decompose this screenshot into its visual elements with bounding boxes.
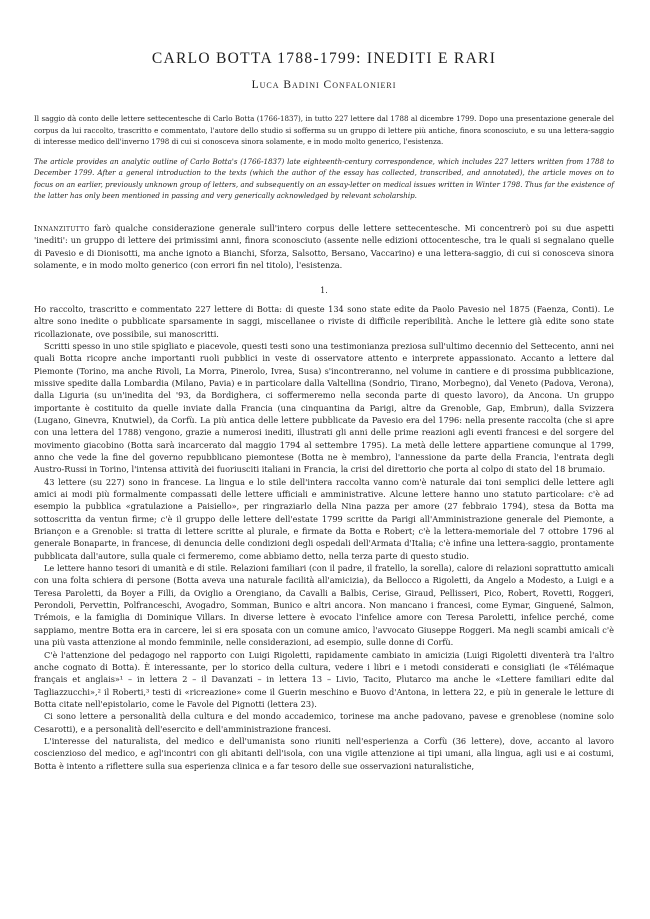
article-title: CARLO BOTTA 1788-1799: INEDITI E RARI bbox=[151, 50, 497, 67]
section-number: 1. bbox=[320, 285, 328, 295]
intro-paragraph bbox=[34, 222, 614, 272]
article-body bbox=[34, 303, 614, 772]
body-paragraph: Le lettere hanno tesori di umanità e di stile. Relazioni familiari (con il padre, il fratello, la sorella), calore di relazioni soprattutto amicali con una folta schiera di persone (Botta aveva una naturale facilità all'amicizia), da Bellocco a Rigoletti, da Angelo a Modesto, a Luigi e a Teresa Paroletti, da Boyer a Filli, da Oviglio a Orengiano, da Cavalli a Balbis, Cerise, Giraud, Pellisseri, Pico, Robert, Rovetti, Roggeri, Perondoli, Pervettin, Polfranceschi, Avogadro, Somman, Bunico e altri ancora. Non mancano i francesi, come Eymar, Ginguené, Salmon, Trémois, e la famiglia di Dominique Villars. In diverse lettere è evocato l'infelice amore con Teresa Paroletti, infelice perché, come sappiamo, mentre Botta era in carcere, lei si era sposata con un comune amico, l'avvocato Giuseppe Roggeri. Ma negli scambi amicali c'è una più vasta attenzione al mondo femminile, nelle considerazioni, ad esempio, sulle donne di Corfù. bbox=[34, 563, 614, 648]
intro-text: farò qualche considerazione generale sull'intero corpus delle lettere settecentesche. Mi concentrerò poi su due aspetti 'inediti': un gruppo di lettere dei primissimi anni, finora sconosciuto (assente nelle edizioni ottocentesche, tra le quali si segnalano quelle di Pavesio e di Dionisotti, ma anche ignoto a Bianchi, Sforza, Salsotto, Bersano, Vaccarino) e una lettera-saggio, di cui si conosceva sinora solamente, e in modo molto generico (con errori fin nel titolo), l'esistenza. bbox=[34, 222, 614, 271]
abstract-italian: Il saggio dà conto delle lettere settecentesche di Carlo Botta (1766-1837), in tutto 227 lettere dal 1788 al dicembre 1799. Dopo una presentazione generale del corpus da lui raccolto, trascritto e commentato, l'autore dello studio si sofferma su un gruppo di lettere più antiche, finora sconosciuto, e su una lettera-saggio di interesse medico dell'inverno 1798 di cui si conosceva sinora solamente, e in modo molto generico, l'esistenza. bbox=[34, 114, 614, 146]
body-paragraph: Scritti spesso in uno stile spigliato e piacevole, questi testi sono una testimonianza preziosa sull'ultimo decennio del Settecento, anni nei quali Botta ricopre anche importanti ruoli pubblici in veste di osservatore attento e interprete appassionato. Accanto a lettere dal Piemonte (Torino, ma anche Rivoli, La Morra, Pinerolo, Ivrea, Susa) s'incontreranno, nel volume in cantiere e di prossima pubblicazione, missive spedite dalla Lombardia (Milano, Pavia) e in particolare dalla Valtellina (Sondrio, Tirano, Morbegno), dal Veneto (Padova, Verona), dalla Liguria (su un'inedita del '93, da Bordighera, ci soffermeremo nella seconda parte di questo lavoro), da Ancona. Un gruppo importante è costituito da quelle inviate dalla Francia (una cinquantina da Parigi, altre da Grenoble, Gap, Embrun), dalla Svizzera (Lugano, Ginevra, Knutwiel), da Corfù. La più antica delle lettere pubblicate da Pavesio era del 1796: nella presente raccolta (che si apre con una lettera del 1788) vengono, grazie a numerosi inediti, illustrati gli anni delle prime reazioni agli eventi francesi e del sorgere del movimento giacobino (Botta sarà incarcerato dal maggio 1794 al settembre 1795). La metà delle lettere appartiene comunque al 1799, anno che vede la fine del governo repubblicano piemontese (Botta ne è membro), l'annessione da parte della Francia, l'entrata degli Austro-Russi in Torino, l'intensa attività dei fuoriusciti italiani in Francia, la crisi del direttorio che porta al colpo di stato del 18 brumaio. bbox=[34, 340, 614, 475]
body-paragraph: C'è l'attenzione del pedagogo nel rapporto con Luigi Rigoletti, rapidamente cambiato in amicizia (Luigi Rigoletti diventerà tra l'altro anche cognato di Botta). È interessante, per lo storico della cultura, vedere i libri e i metodi considerati e consigliati (le «Télémaque français et anglais»¹ – in lettera 2 – il Davanzati – in lettera 13 – Livio, Tacito, Plutarco ma anche le «Lettere familiari edite dal Tagliazzucchi»,² il Roberti,³ testi di «ricreazione» come il Guerin meschino e Buovo d'Antona, in lettera 22, e più in generale le letture di Botta citate nell'epistolario, come le Favole del Pignotti (lettera 23). bbox=[34, 649, 614, 709]
body-paragraph: L'interesse del naturalista, del medico e dell'umanista sono riuniti nell'esperienza a Corfù (36 lettere), dove, accanto al lavoro coscienzioso del medico, e agl'incontri con gli abitanti dell'isola, con una vigile attenzione ai tipi umani, alla lingua, agli usi e ai costumi, Botta è intento a riflettere sulla sua esperienza clinica e a far tesoro delle sue osservazioni naturalistiche, bbox=[34, 735, 614, 771]
body-paragraph: Ho raccolto, trascritto e commentato 227 lettere di Botta: di queste 134 sono state edite da Paolo Pavesio nel 1875 (Faenza, Conti). Le altre sono inedite o pubblicate sparsamente in saggi, miscellanee o riviste di difficile reperibilità. Anche le lettere già edite sono state ricollazionate, ove possibile, sui manoscritti. bbox=[34, 303, 614, 339]
intro-lead-word: Innanzitutto bbox=[34, 222, 90, 233]
body-paragraph: 43 lettere (su 227) sono in francese. La lingua e lo stile dell'intera raccolta vanno com'è naturale dai toni semplici delle lettere agli amici ai modi più formalmente compassati delle lettere ufficiali e amministrative. Alcune lettere hanno uno statuto particolare: c'è ad esempio la pubblica «gratulazione a Paisiello», per ringraziarlo della Nina pazza per amore (27 febbraio 1794), stesa da Botta ma sottoscritta da ventun firme; c'è il gruppo delle lettere dell'estate 1799 scritte da Parigi all'Amministrazione generale del Piemonte, a Briançon e a Grenoble: si tratta di lettere scritte al plurale, e firmate da Botta e Robert; c'è la lettera-memoriale del 7 ottobre 1796 al generale Bonaparte, in francese, di denuncia delle condizioni degli ospedali dell'Armata d'Italia; c'è infine una lettera-saggio, prontamente pubblicata dall'autore, sulla quale ci fermeremo, come abbiamo detto, nella terza parte di questo studio. bbox=[34, 476, 614, 561]
body-paragraph: Ci sono lettere a personalità della cultura e del mondo accademico, torinese ma anche padovano, pavese e grenoblese (nomine solo Cesarotti), e a personalità dell'esercito e dell'amministrazione francesi. bbox=[34, 711, 614, 734]
abstract-english: The article provides an analytic outline of Carlo Botta's (1766-1837) late eighteenth-century correspondence, which includes 227 letters written from 1788 to December 1799. After a general introduction to the texts (which the author of the essay has collected, transcribed, and annotated), the article moves on to focus on an earlier, previously unknown group of letters, and subsequently on an essay-letter on medical issues written in Winter 1798. Thus far the existence of the latter has only been mentioned in passing and very generically acknowledged by relevant scholarship. bbox=[34, 156, 614, 200]
author-name: Luca Badini Confalonieri bbox=[251, 79, 397, 91]
